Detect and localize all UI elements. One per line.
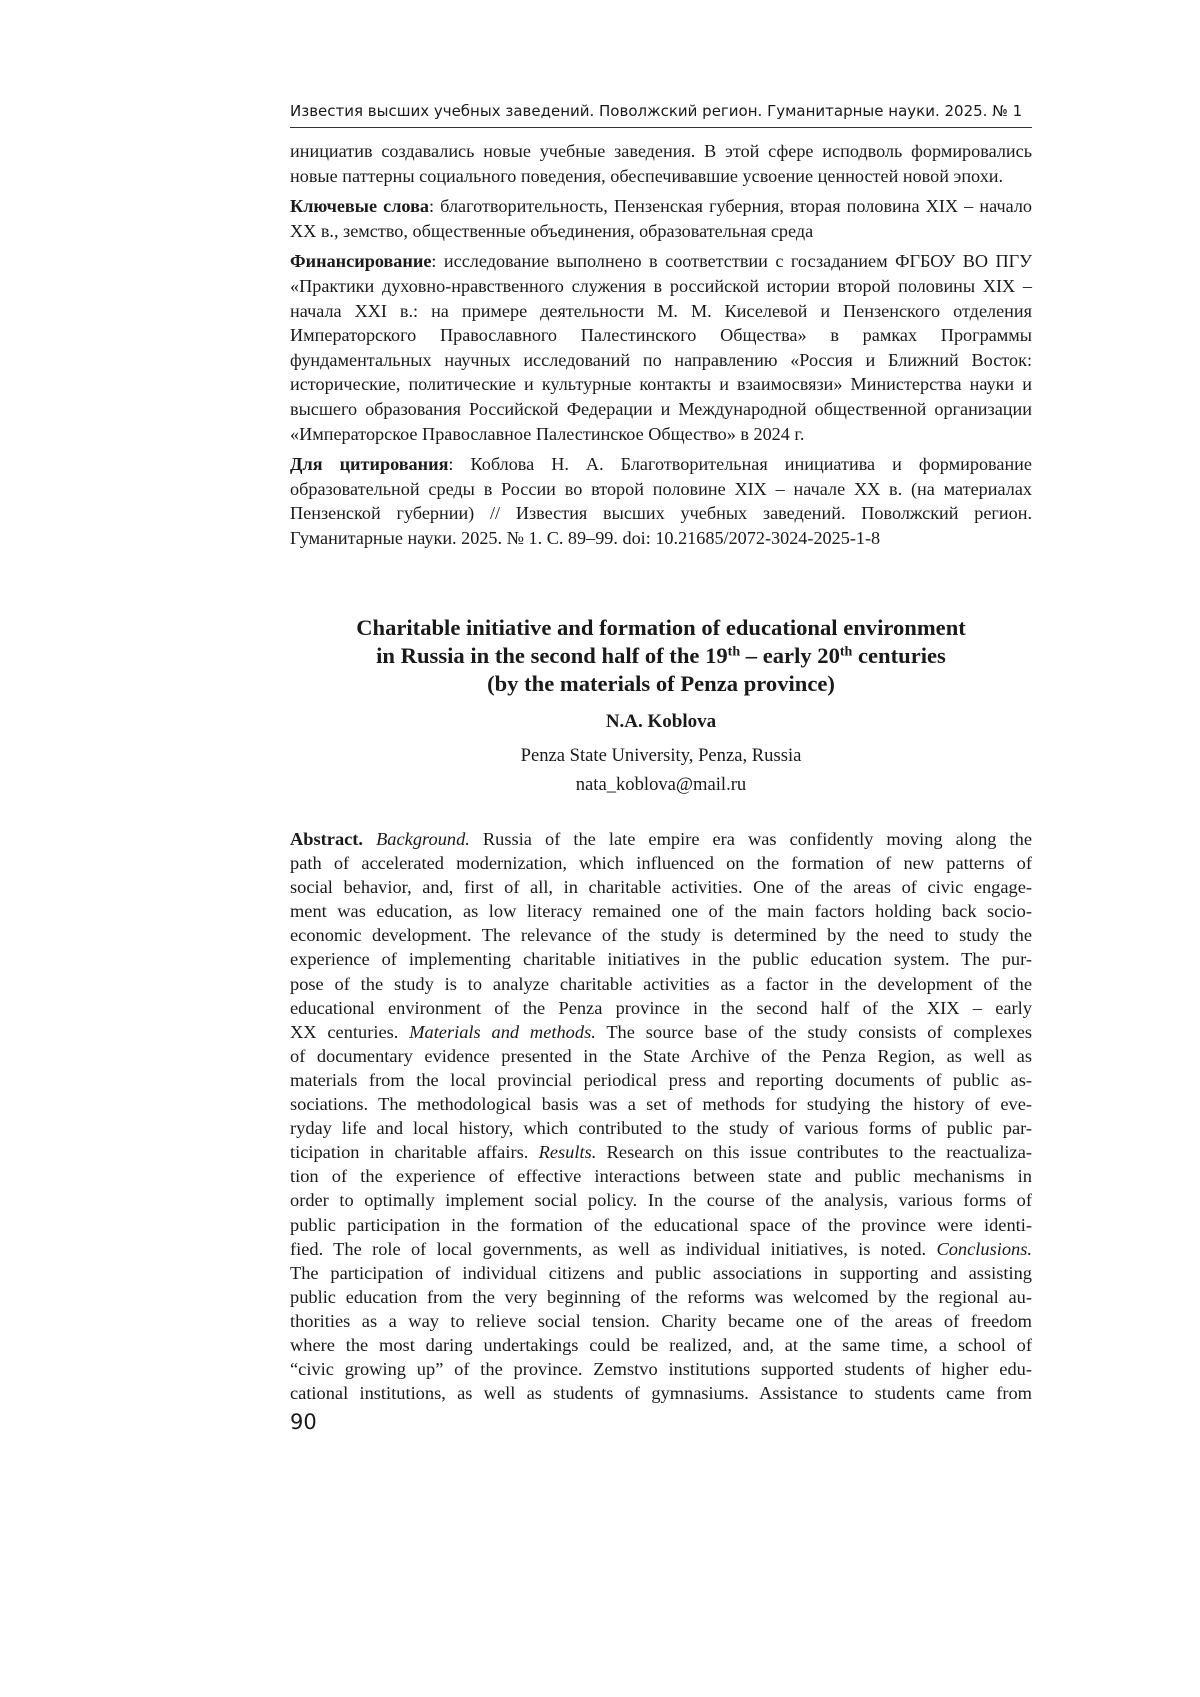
abstract-label: Abstract.: [290, 829, 364, 849]
abstract-line-text: XX centuries. Materials and methods. The source base of the study consists of complexes: [290, 1021, 1032, 1042]
abstract-line-text: thorities as a way to relieve social tension. Charity became one of the areas of freedom: [290, 1310, 1032, 1331]
abstract-line-text: public education from the very beginning of the reforms was welcomed by the regional au-: [290, 1286, 1032, 1307]
funding-text: : исследование выполнено в соответствии с госзаданием ФГБОУ ВО ПГУ «Практики духовно-нравственного служения в российской истории второй половины XIX – начала XXI в.: на примере деятельности М. М. Киселевой и Пензенского отделения Императорского Православного Палестинского Общества» в рамках Программы фундаментальных научных исследований по направлению «Россия и Ближний Восток: исторические, политические и культурные контакты и взаимосвязи» Министерства науки и высшего образования Российской Федерации и Международной общественной организации «Императорское Православное Палестинское Общество» в 2024 г.: [290, 251, 1032, 444]
abstract-section-marker: Materials and methods.: [409, 1021, 596, 1042]
running-head: Известия высших учебных заведений. Поволжский регион. Гуманитарные науки. 2025. № 1: [290, 101, 1032, 128]
abstract-line: [290, 1333, 1032, 1357]
abstract-line: [290, 1213, 1032, 1237]
intro-paragraph: [290, 139, 1032, 188]
abstract-line-text: order to optimally implement social policy. In the course of the analysis, various forms of: [290, 1190, 1032, 1211]
abstract-line: [290, 996, 1032, 1020]
abstract-line-text: experience of implementing charitable initiatives in the public education system. The pur-: [290, 949, 1032, 970]
intro-text: инициатив создавались новые учебные заведения. В этой сфере исподволь формировались новые паттерны социального поведения, обеспечивавшие усвоение ценностей новой эпохи.: [290, 141, 1032, 186]
abstract-line: [290, 947, 1032, 971]
funding-paragraph: [290, 249, 1032, 446]
abstract-section: [290, 827, 1032, 1405]
title-line-1: Charitable initiative and formation of educational environment: [356, 615, 966, 640]
page-number: 90: [290, 1410, 317, 1434]
abstract-line: [290, 1188, 1032, 1212]
abstract-line: [290, 1044, 1032, 1068]
abstract-line-text: cational institutions, as well as students of gymnasiums. Assistance to students came from: [290, 1383, 1032, 1404]
abstract-line-text: sociations. The methodological basis was a set of methods for studying the history of eve-: [290, 1094, 1032, 1115]
title-line-2-start: in Russia in the second half of the 19: [376, 643, 728, 668]
keywords-text: : благотворительность, Пензенская губерния, вторая половина XIX – начало XX в., земство, общественные объединения, образовательная среда: [290, 196, 1032, 241]
abstract-line: [290, 1140, 1032, 1164]
abstract-line-text: materials from the local provincial periodical press and reporting documents of public as-: [290, 1069, 1032, 1090]
article-title-english: [290, 614, 1032, 698]
abstract-section-marker: Background.: [376, 829, 470, 849]
abstract-line: [290, 1116, 1032, 1140]
abstract-line-text: where the most daring undertakings could be realized, and, at the same time, a school of: [290, 1334, 1032, 1355]
abstract-line: [290, 1381, 1032, 1405]
russian-metadata: [290, 139, 1032, 557]
abstract-line: [290, 1357, 1032, 1381]
citation-text: : Коблова Н. А. Благотворительная инициатива и формирование образовательной среды в России во второй половине XIX – начале XX в. (на материалах Пензенской губернии) // Известия высших учебных заведений. Поволжский регион. Гуманитарные науки. 2025. № 1. С. 89–99. doi: 10.21685/2072-3024-2025-1-8: [290, 454, 1032, 548]
abstract-line: [290, 875, 1032, 899]
abstract-line-text: The participation of individual citizens and public associations in supporting and assisting: [290, 1262, 1032, 1283]
author-affiliation: Penza State University, Penza, Russia: [520, 745, 802, 766]
author-email: nata_koblova@mail.ru: [575, 774, 747, 795]
abstract-line-text: pose of the study is to analyze charitable activities as a factor in the development of the: [290, 973, 1032, 994]
abstract-line-text: of documentary evidence presented in the State Archive of the Penza Region, as well as: [290, 1045, 1032, 1066]
abstract-section-marker: Results.: [538, 1142, 597, 1163]
title-line-2-middle: – early 20: [740, 643, 840, 668]
abstract-line: [290, 1309, 1032, 1333]
abstract-line-text: Background. Russia of the late empire era was confidently moving along the: [376, 829, 1032, 849]
abstract-line: [290, 1285, 1032, 1309]
title-sup-20th: th: [839, 644, 853, 660]
keywords-label: Ключевые слова: [290, 196, 429, 217]
title-line-2: [290, 642, 1032, 670]
funding-label: Финансирование: [290, 251, 432, 272]
abstract-line: [290, 1261, 1032, 1285]
abstract-line: [290, 851, 1032, 875]
keywords-paragraph: [290, 194, 1032, 243]
abstract-line: [290, 827, 1032, 851]
abstract-line-text: ticipation in charitable affairs. Results. Research on this issue contributes to the reactualiza-: [290, 1142, 1032, 1163]
abstract-line: [290, 899, 1032, 923]
abstract-line-text: public participation in the formation of the educational space of the province were identi-: [290, 1214, 1032, 1235]
citation-label: Для цитирования: [290, 454, 449, 475]
abstract-line-text: fied. The role of local governments, as well as individual initiatives, is noted. Conclusions.: [290, 1238, 1032, 1259]
abstract-line: [290, 1237, 1032, 1261]
abstract-line: [290, 1092, 1032, 1116]
abstract-line-text: ment was education, as low literacy remained one of the main factors holding back socio-: [290, 901, 1032, 922]
abstract-line-text: tion of the experience of effective interactions between state and public mechanisms in: [290, 1166, 1032, 1187]
abstract-line: [290, 1164, 1032, 1188]
abstract-line: [290, 1068, 1032, 1092]
abstract-line: [290, 923, 1032, 947]
author-name: N.A. Koblova: [605, 711, 717, 732]
abstract-line-text: social behavior, and, first of all, in charitable activities. One of the areas of civic engage-: [290, 877, 1032, 898]
abstract-line-text: educational environment of the Penza province in the second half of the XIX – early: [290, 997, 1032, 1018]
abstract-line-text: ryday life and local history, which contributed to the study of various forms of public par-: [290, 1118, 1032, 1139]
abstract-line: [290, 972, 1032, 996]
abstract-line-text: “civic growing up” of the province. Zemstvo institutions supported students of higher edu-: [290, 1359, 1032, 1380]
citation-paragraph: [290, 452, 1032, 550]
title-line-2-end: centuries: [852, 643, 946, 668]
abstract-section-marker: Conclusions.: [936, 1238, 1032, 1259]
abstract-line-text: path of accelerated modernization, which influenced on the formation of new patterns of: [290, 853, 1032, 874]
title-sup-19th: th: [727, 644, 741, 660]
abstract-line: [290, 1020, 1032, 1044]
abstract-line-text: economic development. The relevance of the study is determined by the need to study the: [290, 925, 1032, 946]
title-line-3: (by the materials of Penza province): [487, 671, 835, 696]
